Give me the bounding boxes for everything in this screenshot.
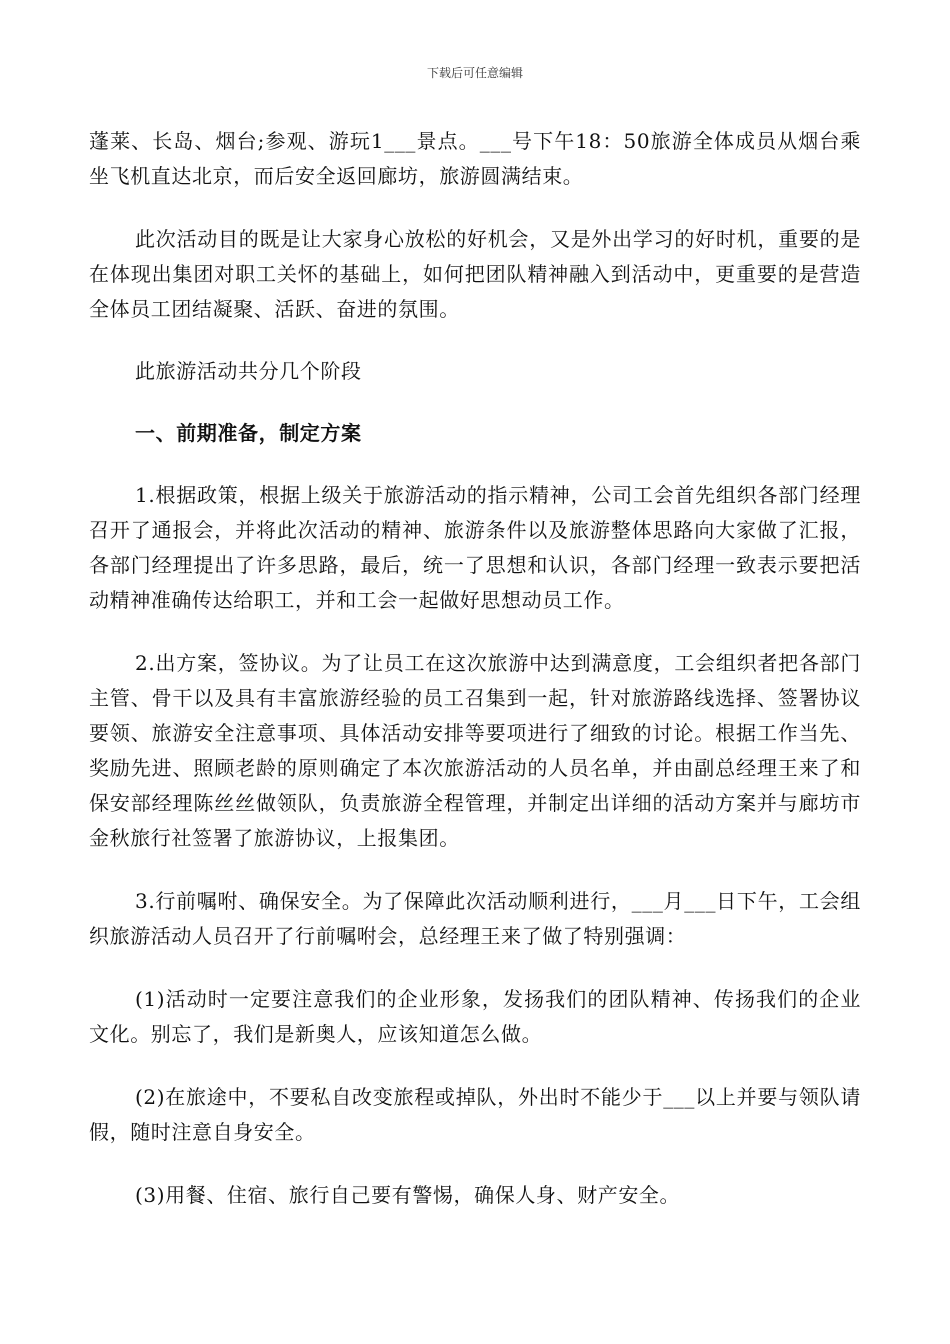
paragraph-item-3: 3.行前嘱咐、确保安全。为了保障此次活动顺利进行，___月___日下午，工会组织旅游活动人员召开了行前嘱咐会，总经理王来了做了特别强调： bbox=[89, 889, 861, 948]
paragraph-subitem-1: (1)活动时一定要注意我们的企业形象，发扬我们的团队精神、传扬我们的企业文化。别忘了，我们是新奥人，应该知道怎么做。 bbox=[89, 987, 861, 1046]
paragraph-item-1: 1.根据政策，根据上级关于旅游活动的指示精神，公司工会首先组织各部门经理召开了通报会，并将此次活动的精神、旅游条件以及旅游整体思路向大家做了汇报，各部门经理提出了许多思路，最后，统一了思想和认识，各部门经理一致表示要把活动精神准确传达给职工，并和工会一起做好思想动员工作。 bbox=[89, 483, 861, 612]
paragraph-subitem-2: (2)在旅途中，不要私自改变旅程或掉队，外出时不能少于___以上并要与领队请假，随时注意自身安全。 bbox=[89, 1085, 861, 1144]
paragraph-purpose: 此次活动目的既是让大家身心放松的好机会，又是外出学习的好时机，重要的是在体现出集团对职工关怀的基础上，如何把团队精神融入到活动中，更重要的是营造全体员工团结凝聚、活跃、奋进的氛围。 bbox=[89, 227, 861, 321]
paragraph-subitem-3: (3)用餐、住宿、旅行自己要有警惕，确保人身、财产安全。 bbox=[135, 1183, 681, 1207]
paragraph-itinerary-end: 蓬莱、长岛、烟台;参观、游玩1___景点。___号下午18：50旅游全体成员从烟台乘坐飞机直达北京，而后安全返回廊坊，旅游圆满结束。 bbox=[89, 129, 861, 188]
paragraph-stages-intro: 此旅游活动共分几个阶段 bbox=[135, 359, 362, 383]
paragraph-item-2: 2.出方案，签协议。为了让员工在这次旅游中达到满意度，工会组织者把各部门主管、骨干以及具有丰富旅游经验的员工召集到一起，针对旅游路线选择、签署协议要领、旅游安全注意事项、具体活动安排等要项进行了细致的讨论。根据工作当先、奖励先进、照顾老龄的原则确定了本次旅游活动的人员名单，并由副总经理王来了和保安部经理陈丝丝做领队，负责旅游全程管理，并制定出详细的活动方案并与廊坊市金秋旅行社签署了旅游协议，上报集团。 bbox=[89, 651, 861, 850]
document-body bbox=[89, 124, 861, 1237]
section-heading-preparation: 一、前期准备，制定方案 bbox=[135, 421, 362, 445]
page-header: 下载后可任意编辑 bbox=[426, 66, 523, 80]
